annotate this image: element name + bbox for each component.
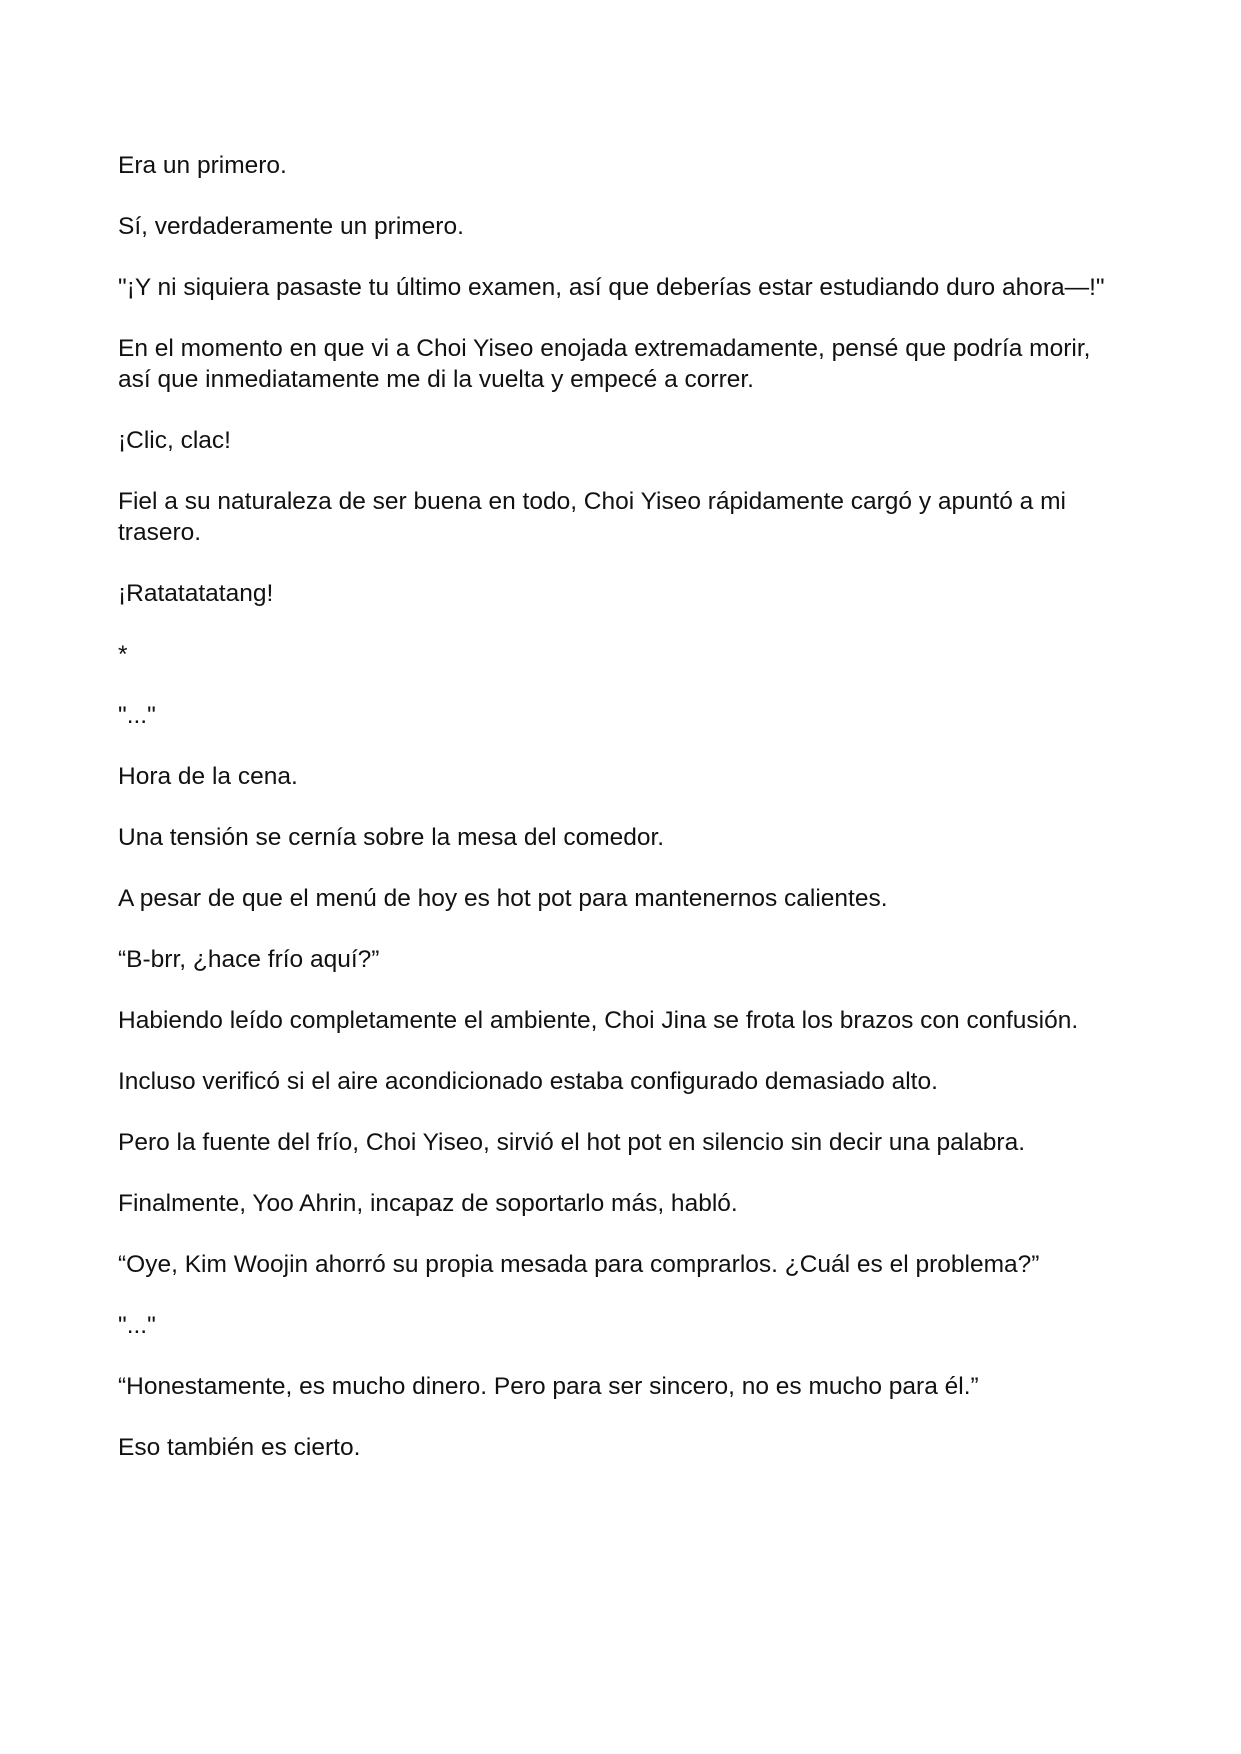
paragraph: Pero la fuente del frío, Choi Yiseo, sirvió el hot pot en silencio sin decir una palabra. xyxy=(118,1129,1026,1156)
paragraph: Una tensión se cernía sobre la mesa del comedor. xyxy=(118,824,665,851)
paragraph: ¡Ratatatatang! xyxy=(118,580,274,607)
paragraph: "¡Y ni siquiera pasaste tu último examen, así que deberías estar estudiando duro ahora—!" xyxy=(118,274,1105,301)
paragraph: Fiel a su naturaleza de ser buena en todo, Choi Yiseo rápidamente cargó y apuntó a mi trasero. xyxy=(118,488,1066,546)
paragraph: Habiendo leído completamente el ambiente, Choi Jina se frota los brazos con confusión. xyxy=(118,1007,1079,1034)
paragraph: "..." xyxy=(118,1312,156,1339)
paragraph: “Oye, Kim Woojin ahorró su propia mesada para comprarlos. ¿Cuál es el problema?” xyxy=(118,1251,1040,1278)
paragraph: “Honestamente, es mucho dinero. Pero para ser sincero, no es mucho para él.” xyxy=(118,1373,979,1400)
paragraph: A pesar de que el menú de hoy es hot pot para mantenernos calientes. xyxy=(118,885,888,912)
paragraph: “B-brr, ¿hace frío aquí?” xyxy=(118,946,380,973)
paragraph: Finalmente, Yoo Ahrin, incapaz de soportarlo más, habló. xyxy=(118,1190,738,1217)
paragraph: Era un primero. xyxy=(118,152,287,179)
paragraph: Sí, verdaderamente un primero. xyxy=(118,213,464,240)
scene-break: * xyxy=(118,641,128,668)
paragraph: "..." xyxy=(118,702,156,729)
paragraph: ¡Clic, clac! xyxy=(118,427,231,454)
paragraph: En el momento en que vi a Choi Yiseo enojada extremadamente, pensé que podría morir, así que inmediatamente me di la vuelta y empecé a correr. xyxy=(118,335,1091,393)
paragraph: Eso también es cierto. xyxy=(118,1434,361,1461)
paragraph: Incluso verificó si el aire acondicionado estaba configurado demasiado alto. xyxy=(118,1068,938,1095)
paragraph: Hora de la cena. xyxy=(118,763,298,790)
